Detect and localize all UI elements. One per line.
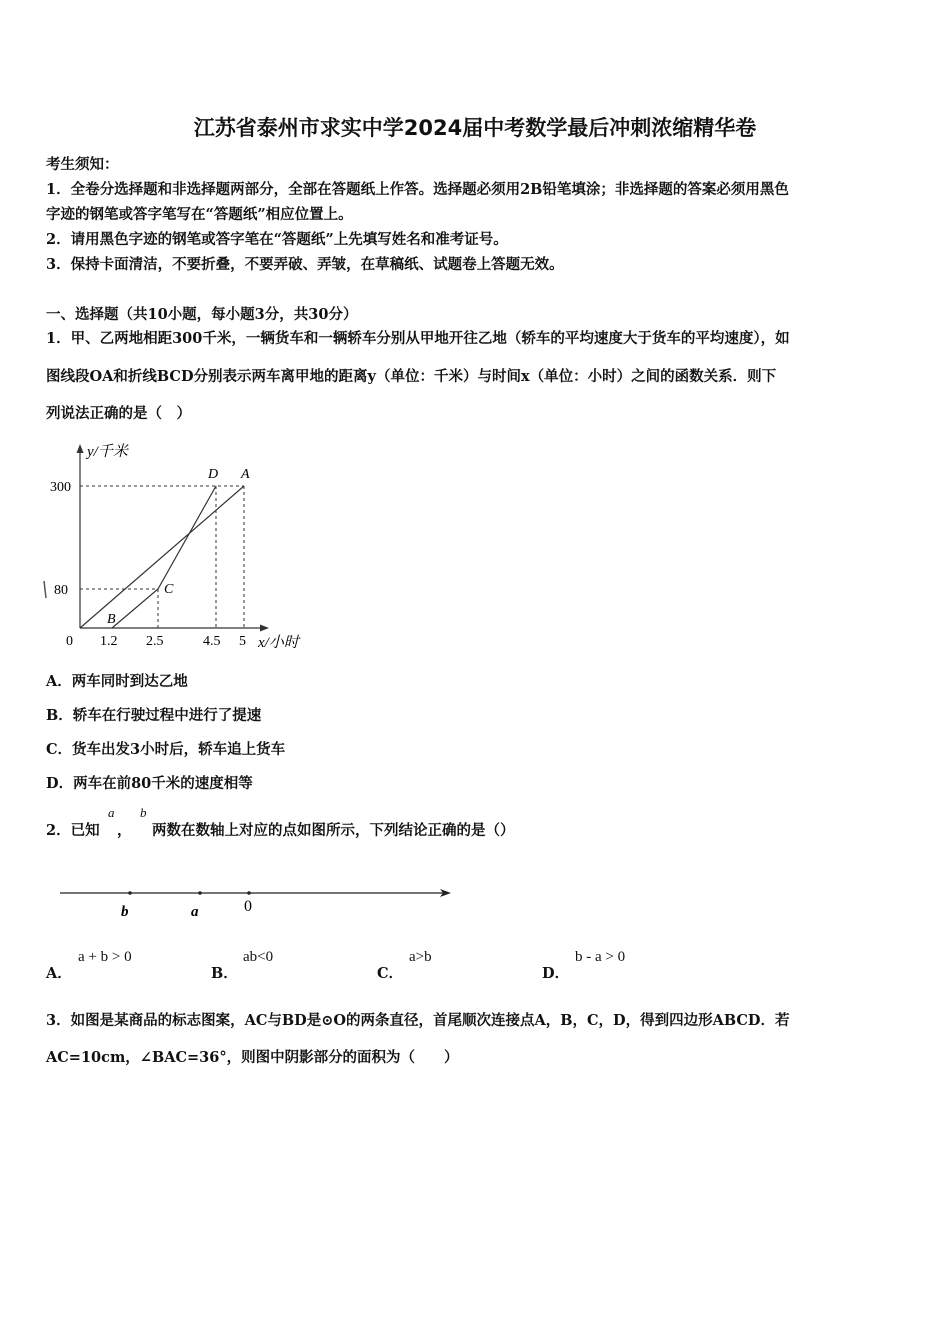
question-1-line-3: 列说法正确的是（ ） [46, 405, 191, 422]
number-line-label-b: b [121, 904, 129, 920]
point-b-dot [128, 891, 132, 895]
y-tick-300: 300 [50, 480, 71, 495]
x-tick-5: 5 [239, 634, 246, 649]
y-axis-label: y/千米 [87, 444, 128, 460]
x-axis-label: x/小时 [258, 635, 299, 651]
question-2-var-b: b [140, 805, 147, 820]
origin-label: 0 [66, 634, 73, 649]
question-2-option-a-expr: a + b > 0 [78, 949, 132, 965]
x-tick-4-5: 4.5 [203, 634, 221, 649]
x-tick-1-2: 1.2 [100, 634, 118, 649]
segment-OA [80, 486, 244, 628]
section-heading: 一、选择题（共10小题，每小题3分，共30分） [46, 306, 358, 323]
question-1-line-2: 图线段OA和折线BCD分别表示两车离甲地的距离y（单位：千米）与时间x（单位：小时）之间的函数关系．则下 [46, 368, 777, 385]
point-zero-dot [247, 891, 251, 895]
number-line-label-a: a [191, 904, 199, 920]
question-2-option-d-expr: b - a > 0 [575, 949, 626, 965]
x-tick-2-5: 2.5 [146, 634, 164, 649]
question-2-var-a: a [108, 805, 115, 820]
question-1-option-b: B．轿车在行驶过程中进行了提速 [46, 707, 262, 724]
number-line-label-zero: 0 [244, 898, 252, 915]
question-1-option-a: A．两车同时到达乙地 [46, 673, 188, 690]
question-2-option-b-label: B． [211, 965, 238, 982]
point-a-dot [198, 891, 202, 895]
question-1-option-d: D．两车在前80千米的速度相等 [46, 775, 253, 792]
question-2-option-d-label: D． [542, 965, 570, 982]
notice-line-2: 2．请用黑色字迹的钢笔或答字笔在“答题纸”上先填写姓名和准考证号。 [46, 231, 508, 248]
question-2-suffix: 两数在数轴上对应的点如图所示，下列结论正确的是（） [152, 822, 515, 839]
point-label-B: B [107, 612, 116, 627]
notice-line-3: 3．保持卡面清洁，不要折叠，不要弄破、弄皱，在草稿纸、试题卷上答题无效。 [46, 256, 564, 273]
notice-line-1: 1．全卷分选择题和非选择题两部分，全部在答题纸上作答。选择题必须用2B铅笔填涂；非选择题的答案必须用黑色 [46, 181, 789, 198]
question-1-option-c: C．货车出发3小时后，轿车追上货车 [46, 741, 286, 758]
point-label-A: A [241, 467, 250, 482]
question-2-option-b-expr: ab<0 [243, 949, 274, 965]
notice-line-1b: 字迹的钢笔或答字笔写在“答题纸”相应位置上。 [46, 206, 353, 223]
polyline-BCD [112, 486, 216, 628]
question-3-line-2: AC=10cm，∠BAC=36°，则图中阴影部分的面积为（ ） [46, 1049, 459, 1066]
question-2-option-c-expr: a>b [409, 949, 432, 965]
point-label-D: D [208, 467, 219, 482]
question-3-line-1: 3．如图是某商品的标志图案，AC与BD是⊙O的两条直径，首尾顺次连接点A，B，C，D，得到四边形ABCD．若 [46, 1012, 790, 1029]
question-2-option-c-label: C． [377, 965, 404, 982]
question-2-comma: ， [117, 822, 132, 839]
question-2-prefix: 2．已知 [46, 822, 100, 839]
scan-mark [44, 581, 46, 598]
number-line [55, 880, 455, 922]
page-title: 江苏省泰州市求实中学2024届中考数学最后冲刺浓缩精华卷 [193, 116, 757, 140]
point-label-C: C [164, 582, 174, 597]
x-axis-arrow-icon [260, 625, 269, 632]
question-1-graph [40, 438, 320, 656]
y-tick-80: 80 [54, 583, 68, 598]
y-axis-arrow-icon [77, 444, 84, 453]
notice-heading: 考生须知： [46, 156, 119, 173]
question-2-option-a-label: A． [46, 965, 72, 982]
question-1-line-1: 1．甲、乙两地相距300千米，一辆货车和一辆轿车分别从甲地开往乙地（轿车的平均速度大于货车的平均速度），如 [46, 330, 790, 347]
